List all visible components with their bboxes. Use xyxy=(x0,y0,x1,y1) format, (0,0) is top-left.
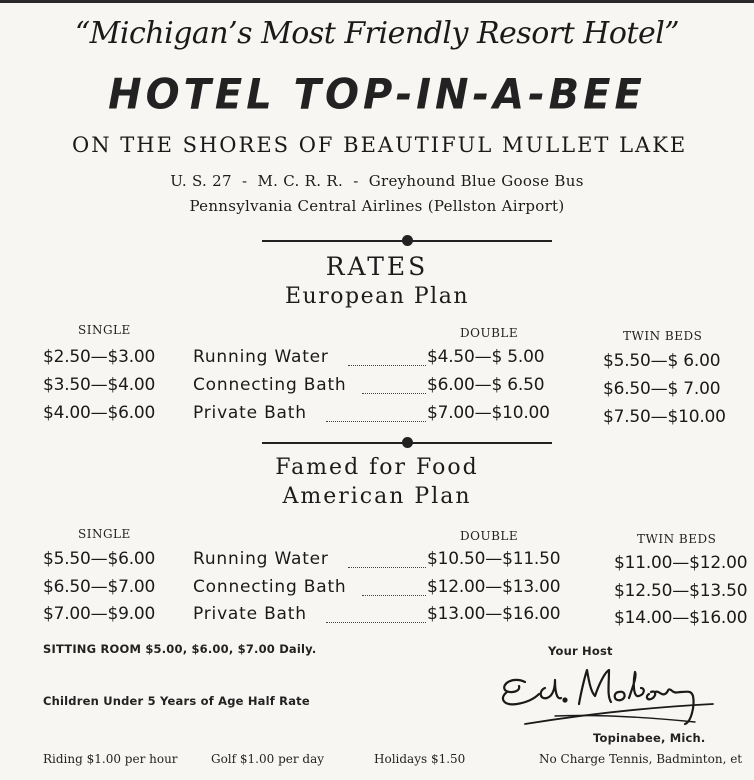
no-charge-activities: No Charge Tennis, Badminton, et xyxy=(539,752,743,766)
single-rate: $6.50—$7.00 xyxy=(43,577,156,597)
column-header-double: DOUBLE xyxy=(460,529,519,543)
location-heading: ON THE SHORES OF BEAUTIFUL MULLET LAKE xyxy=(72,133,688,157)
column-header-double: DOUBLE xyxy=(460,326,519,340)
american-plan-title: American Plan xyxy=(282,484,472,509)
children-note: Children Under 5 Years of Age Half Rate xyxy=(43,694,310,708)
room-type: Running Water xyxy=(193,549,329,569)
transport-line-1: U. S. 27 - M. C. R. R. - Greyhound Blue Goose Bus xyxy=(170,172,584,190)
twin-rate: $5.50—$ 6.00 xyxy=(603,351,721,371)
room-type: Private Bath xyxy=(193,403,307,423)
host-label: Your Host xyxy=(548,644,613,658)
dot-leader xyxy=(362,595,426,596)
room-type: Connecting Bath xyxy=(193,577,347,597)
american-plan-subtitle: Famed for Food xyxy=(275,455,479,480)
signature-icon xyxy=(495,662,725,732)
double-rate: $12.00—$13.00 xyxy=(427,577,561,597)
room-type: Connecting Bath xyxy=(193,375,347,395)
dot-leader xyxy=(362,393,426,394)
single-rate: $7.00—$9.00 xyxy=(43,604,156,624)
column-header-twin-beds: TWIN BEDS xyxy=(623,329,703,343)
room-type: Running Water xyxy=(193,347,329,367)
double-rate: $6.00—$ 6.50 xyxy=(427,375,545,395)
twin-rate: $12.50—$13.50 xyxy=(614,581,748,601)
tagline: “Michigan’s Most Friendly Resort Hotel” xyxy=(74,16,680,51)
divider-dot-icon xyxy=(402,235,413,246)
ornamental-divider xyxy=(262,240,552,242)
twin-rate: $6.50—$ 7.00 xyxy=(603,379,721,399)
double-rate: $4.50—$ 5.00 xyxy=(427,347,545,367)
column-header-twin-beds: TWIN BEDS xyxy=(637,532,717,546)
column-header-single: SINGLE xyxy=(78,323,131,337)
hotel-name: HOTEL TOP-IN-A-BEE xyxy=(108,70,646,120)
host-location: Topinabee, Mich. xyxy=(593,731,706,745)
single-rate: $5.50—$6.00 xyxy=(43,549,156,569)
transport-line-2: Pennsylvania Central Airlines (Pellston Airport) xyxy=(189,197,565,215)
double-rate: $10.50—$11.50 xyxy=(427,549,561,569)
dot-leader xyxy=(348,567,426,568)
twin-rate: $7.50—$10.00 xyxy=(603,407,726,427)
single-rate: $4.00—$6.00 xyxy=(43,403,156,423)
single-rate: $2.50—$3.00 xyxy=(43,347,156,367)
double-rate: $7.00—$10.00 xyxy=(427,403,550,423)
twin-rate: $14.00—$16.00 xyxy=(614,608,748,628)
european-plan-title: European Plan xyxy=(285,284,469,309)
ornamental-divider xyxy=(262,442,552,444)
golf-rate: Golf $1.00 per day xyxy=(211,752,325,766)
dot-leader xyxy=(326,421,426,422)
riding-rate: Riding $1.00 per hour xyxy=(43,752,178,766)
holidays-rate: Holidays $1.50 xyxy=(374,752,466,766)
dot-leader xyxy=(348,365,426,366)
column-header-single: SINGLE xyxy=(78,527,131,541)
divider-dot-icon xyxy=(402,437,413,448)
dot-leader xyxy=(326,622,426,623)
single-rate: $3.50—$4.00 xyxy=(43,375,156,395)
rates-title: RATES xyxy=(325,252,429,281)
twin-rate: $11.00—$12.00 xyxy=(614,553,748,573)
host-signature xyxy=(495,662,725,732)
double-rate: $13.00—$16.00 xyxy=(427,604,561,624)
room-type: Private Bath xyxy=(193,604,307,624)
top-border-rule xyxy=(0,0,754,3)
sitting-room-note: SITTING ROOM $5.00, $6.00, $7.00 Daily. xyxy=(43,642,317,656)
